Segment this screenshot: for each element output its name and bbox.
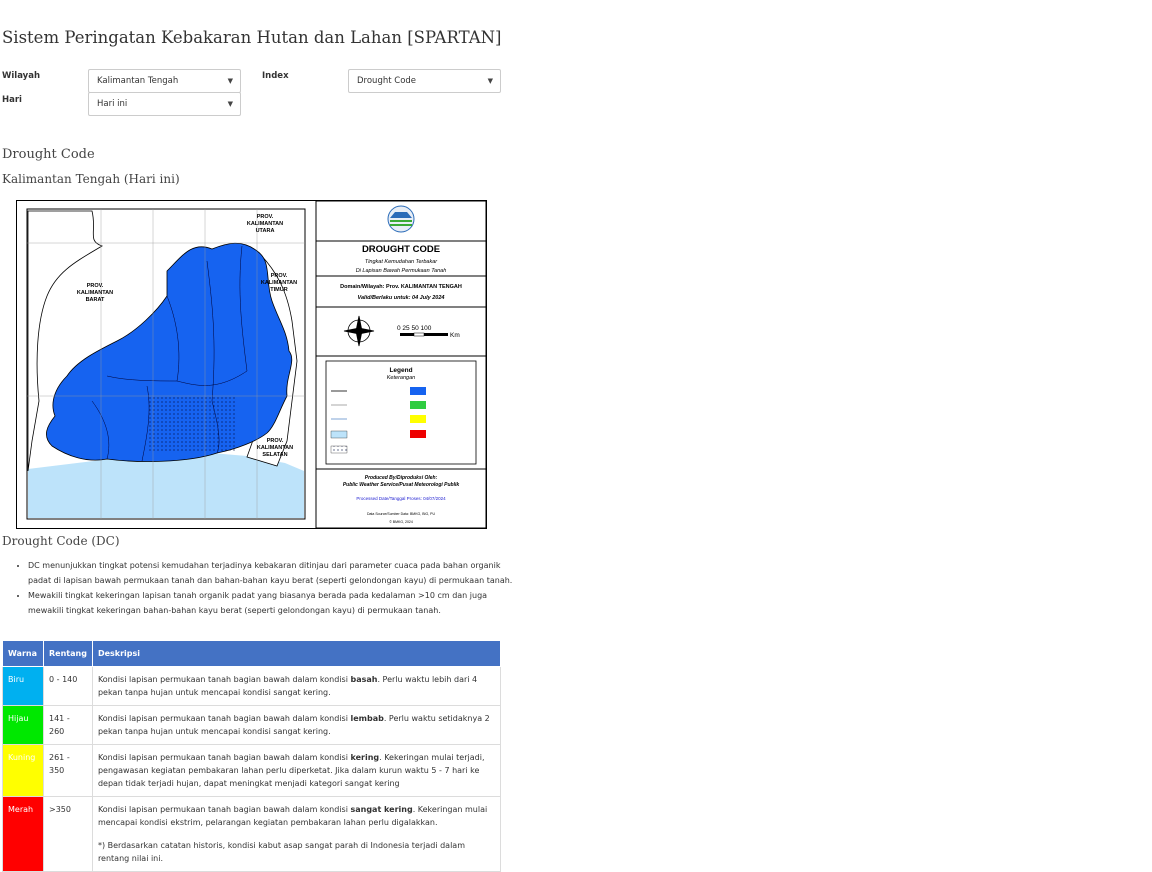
description-cell — [92, 745, 500, 797]
panel-title: DROUGHT CODE — [361, 244, 441, 255]
table-header-row — [3, 641, 501, 667]
copyright: © BMKG, 2024 — [389, 520, 413, 524]
produced-org: Public Weather Service/Pusat Meteorologi Publik — [342, 482, 460, 488]
range-cell: 141 - 260 — [44, 706, 93, 745]
dc-bullet: • DC menunjukkan tingkat potensi kemudahan terjadinya kebakaran ditinjau dari parameter cuaca pada bahan organik padat di lapisan bawah permukaan tanah dan bahan-bahan kayu berat (seperti gelondongan kayu) di permukaan tanah. — [28, 558, 518, 588]
legend-title: Legend — [389, 367, 413, 374]
wilayah-label: Wilayah — [2, 71, 41, 81]
color-swatch-cell: Hijau — [3, 706, 44, 745]
panel-sub1: Tingkat Kemudahan Terbakar — [364, 259, 438, 265]
range-cell: 261 - 350 — [44, 745, 93, 797]
desc-text: Kondisi lapisan permukaan tanah bagian bawah dalam kondisi — [97, 714, 351, 723]
kalut-label: PROV. KALIMANTAN UTARA — [246, 214, 284, 234]
color-swatch-cell: Merah — [3, 797, 44, 872]
index-select-value: Drought Code — [357, 76, 417, 86]
wilayah-select-value: Kalimantan Tengah — [97, 76, 179, 86]
desc-note: *) Berdasarkan catatan historis, kondisi kabut asap sangat parah di Indonesia terjadi dalam rentang nilai ini. — [97, 841, 465, 863]
scale-text: 0 25 50 100 — [397, 325, 432, 332]
table-row — [3, 797, 501, 872]
desc-text: . Perlu waktu lebih dari 4 pekan tanpa hujan untuk mencapai kondisi sangat kering. — [97, 675, 478, 697]
scale-unit: Km — [450, 332, 460, 339]
dc-legend-table — [2, 640, 501, 872]
caret-down-icon: ▼ — [227, 77, 233, 85]
drought-code-map — [16, 200, 487, 529]
peat-dots — [147, 396, 237, 451]
panel-domain: Domain/Wilayah: Prov. KALIMANTAN TENGAH — [340, 284, 462, 290]
kalbar-label: PROV. KALIMANTAN BARAT — [76, 283, 114, 303]
kaltim-label: PROV. KALIMANTAN TIMUR — [260, 273, 298, 293]
page-title: Sistem Peringatan Kebakaran Hutan dan Lahan [SPARTAN] — [2, 28, 502, 47]
color-swatch-cell: Biru — [3, 667, 44, 706]
desc-bold: sangat kering — [350, 805, 413, 814]
index-label: Index — [262, 71, 289, 81]
desc-bold: lembab — [350, 714, 384, 723]
kalsel-label: PROV. KALIMANTAN SELATAN — [256, 438, 294, 458]
dc-bullet: • Mewakili tingkat kekeringan lapisan tanah organik padat yang biasanya berada pada kedalaman >10 cm dan juga mewakili tingkat kekeringan bahan-bahan kayu berat (seperti gelondongan kayu) di permukaan tanah. — [28, 588, 518, 618]
table-row — [3, 745, 501, 797]
desc-text: Kondisi lapisan permukaan tanah bagian bawah dalam kondisi — [97, 753, 351, 762]
scale-bar — [400, 333, 448, 336]
index-select[interactable] — [348, 69, 501, 93]
dc-bullets — [14, 558, 518, 618]
range-cell: 0 - 140 — [44, 667, 93, 706]
table-row — [3, 667, 501, 706]
desc-text: Kondisi lapisan permukaan tanah bagian bawah dalam kondisi — [97, 675, 351, 684]
panel-sub2: Di Lapisan Bawah Permukaan Tanah — [355, 268, 447, 274]
desc-bold: basah — [350, 675, 378, 684]
desc-text: . Kekeringan mulai terjadi, pengawasan kegiatan pembakaran lahan perlu diperketat. Jika dalam kurun waktu 5 - 7 hari ke depan tidak terjadi hujan, dapat meningkat menjadi kategori sangat kering — [97, 753, 485, 788]
table-body — [3, 667, 501, 872]
processed-date: Processed Date/Tanggal Proses: 04/07/2024 — [356, 496, 446, 501]
map-svg — [17, 201, 486, 528]
col-deskripsi: Deskripsi — [92, 641, 500, 667]
table-row — [3, 706, 501, 745]
description-cell — [92, 797, 500, 872]
caret-down-icon: ▼ — [487, 77, 493, 85]
data-source: Data Source/Sumber Data: BMKG, BIG, PU — [366, 512, 436, 516]
range-cell: >350 — [44, 797, 93, 872]
color-swatch-cell: Kuning — [3, 745, 44, 797]
hari-label: Hari — [2, 95, 22, 105]
col-rentang: Rentang — [44, 641, 93, 667]
hari-select[interactable] — [88, 92, 241, 116]
description-cell — [92, 667, 500, 706]
panel-valid: Valid/Berlaku untuk: 04 July 2024 — [357, 295, 445, 301]
desc-bold: kering — [350, 753, 380, 762]
section-heading: Drought Code — [2, 147, 95, 162]
produced-title: Produced By/Diproduksi Oleh: — [364, 475, 438, 481]
section-subheading: Kalimantan Tengah (Hari ini) — [2, 172, 180, 186]
description-cell — [92, 706, 500, 745]
hari-select-value: Hari ini — [97, 99, 128, 109]
wilayah-select[interactable] — [88, 69, 241, 93]
col-warna: Warna — [3, 641, 44, 667]
desc-text: . Kekeringan mulai mencapai kondisi ekstrim, pelarangan kegiatan pembakaran lahan perlu digalakkan. — [97, 805, 488, 827]
desc-text: Kondisi lapisan permukaan tanah bagian bawah dalam kondisi — [97, 805, 351, 814]
dc-heading: Drought Code (DC) — [2, 534, 120, 548]
legend-sub: Keterangan — [386, 375, 416, 381]
caret-down-icon: ▼ — [227, 100, 233, 108]
bmkg-logo — [388, 206, 414, 232]
desc-text: . Perlu waktu setidaknya 2 pekan tanpa hujan untuk mencapai kondisi sangat kering. — [97, 714, 490, 736]
